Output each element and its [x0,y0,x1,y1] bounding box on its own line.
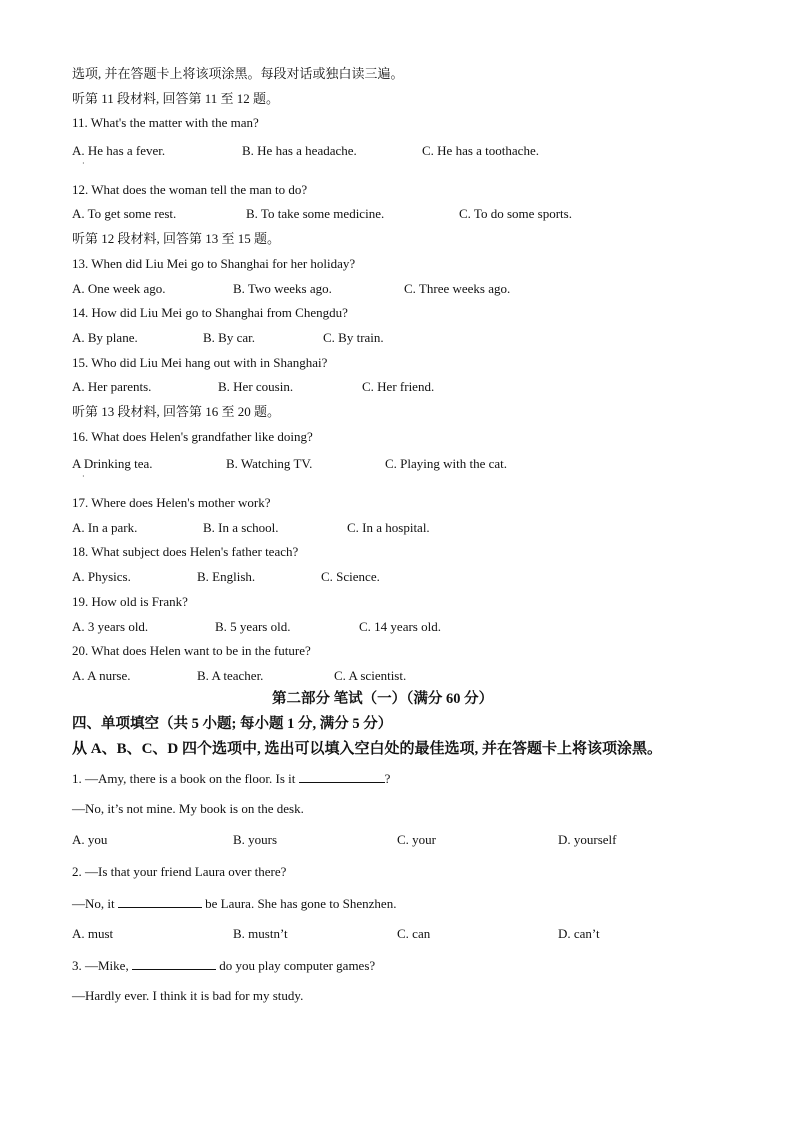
listening-instruction-11: 听第 11 段材料, 回答第 11 至 12 题。 [72,91,280,106]
q15-option-c: C. Her friend. [362,379,435,394]
q20-option-b: B. A teacher. [197,668,264,683]
listening-instruction-13: 听第 13 段材料, 回答第 16 至 20 题。 [72,404,281,419]
q14-option-a: A. By plane. [72,330,138,345]
question-12: 12. What does the woman tell the man to do? [72,182,308,197]
q19-option-c: C. 14 years old. [359,619,441,634]
answer-blank [118,895,202,908]
question-17: 17. Where does Helen's mother work? [72,495,271,510]
q11-option-c: C. He has a toothache. [422,143,539,158]
question-11: 11. What's the matter with the man? [72,115,259,130]
part2-title: 第二部分 笔试（一）（满分 60 分） [272,691,494,707]
q11-option-b: B. He has a headache. [242,143,357,158]
q15-option-b: B. Her cousin. [218,379,294,394]
question-15: 15. Who did Liu Mei hang out with in Shanghai? [72,355,328,370]
q18-option-b: B. English. [197,569,256,584]
g2-option-d: D. can’t [558,926,600,941]
question-18: 18. What subject does Helen's father teach? [72,544,299,559]
stray-mark: · [82,472,85,481]
q12-option-b: B. To take some medicine. [246,206,385,221]
g2-option-b: B. mustn’t [233,926,288,941]
g1-option-a: A. you [72,832,108,847]
q17-option-b: B. In a school. [203,520,279,535]
q14-option-b: B. By car. [203,330,255,345]
q17-option-a: A. In a park. [72,520,138,535]
grammar-q3-reply: —Hardly ever. I think it is bad for my study. [72,988,304,1003]
answer-blank [299,770,385,783]
grammar-q2-reply [72,895,396,912]
grammar-question-2: 2. —Is that your friend Laura over there? [72,864,287,879]
grammar-q2-reply-end: be Laura. She has gone to Shenzhen. [201,896,397,911]
q18-option-a: A. Physics. [72,569,131,584]
question-16: 16. What does Helen's grandfather like doing? [72,429,313,444]
question-20: 20. What does Helen want to be in the future? [72,643,311,658]
grammar-question-3 [72,957,375,974]
q13-option-b: B. Two weeks ago. [233,281,332,296]
q12-option-a: A. To get some rest. [72,206,177,221]
g2-option-c: C. can [397,926,431,941]
g1-option-d: D. yourself [558,832,617,847]
listening-instruction-12: 听第 12 段材料, 回答第 13 至 15 题。 [72,231,281,246]
q16-option-c: C. Playing with the cat. [385,456,508,471]
q12-option-c: C. To do some sports. [459,206,572,221]
g1-option-c: C. your [397,832,436,847]
grammar-q3-end: do you play computer games? [215,958,376,973]
q18-option-c: C. Science. [321,569,380,584]
q17-option-c: C. In a hospital. [347,520,430,535]
g2-option-a: A. must [72,926,114,941]
grammar-q3-start: 3. —Mike, [72,958,132,973]
q19-option-b: B. 5 years old. [215,619,291,634]
grammar-q1-end: ? [384,771,391,786]
q13-option-c: C. Three weeks ago. [404,281,511,296]
grammar-q1-reply: —No, it’s not mine. My book is on the desk. [72,801,304,816]
q16-option-a: A Drinking tea. [72,456,153,471]
q20-option-a: A. A nurse. [72,668,131,683]
question-14: 14. How did Liu Mei go to Shanghai from Chengdu? [72,305,348,320]
grammar-question-1 [72,770,390,787]
section4-instruction: 从 A、B、C、D 四个选项中, 选出可以填入空白处的最佳选项, 并在答题卡上将该项涂黑。 [72,741,663,757]
q19-option-a: A. 3 years old. [72,619,149,634]
q11-option-a: A. He has a fever. [72,143,166,158]
q15-option-a: A. Her parents. [72,379,152,394]
stray-mark: · [82,159,85,168]
g1-option-b: B. yours [233,832,278,847]
q13-option-a: A. One week ago. [72,281,166,296]
question-19: 19. How old is Frank? [72,594,188,609]
intro-line: 选项, 并在答题卡上将该项涂黑。每段对话或独白读三遍。 [72,66,404,81]
q14-option-c: C. By train. [323,330,384,345]
q16-option-b: B. Watching TV. [226,456,313,471]
grammar-q1-text: 1. —Amy, there is a book on the floor. Is it [72,771,299,786]
section4-title: 四、单项填空（共 5 小题; 每小题 1 分, 满分 5 分） [72,716,393,732]
q20-option-c: C. A scientist. [334,668,407,683]
grammar-q2-reply-start: —No, it [72,896,118,911]
question-13: 13. When did Liu Mei go to Shanghai for her holiday? [72,256,356,271]
answer-blank [132,957,216,970]
